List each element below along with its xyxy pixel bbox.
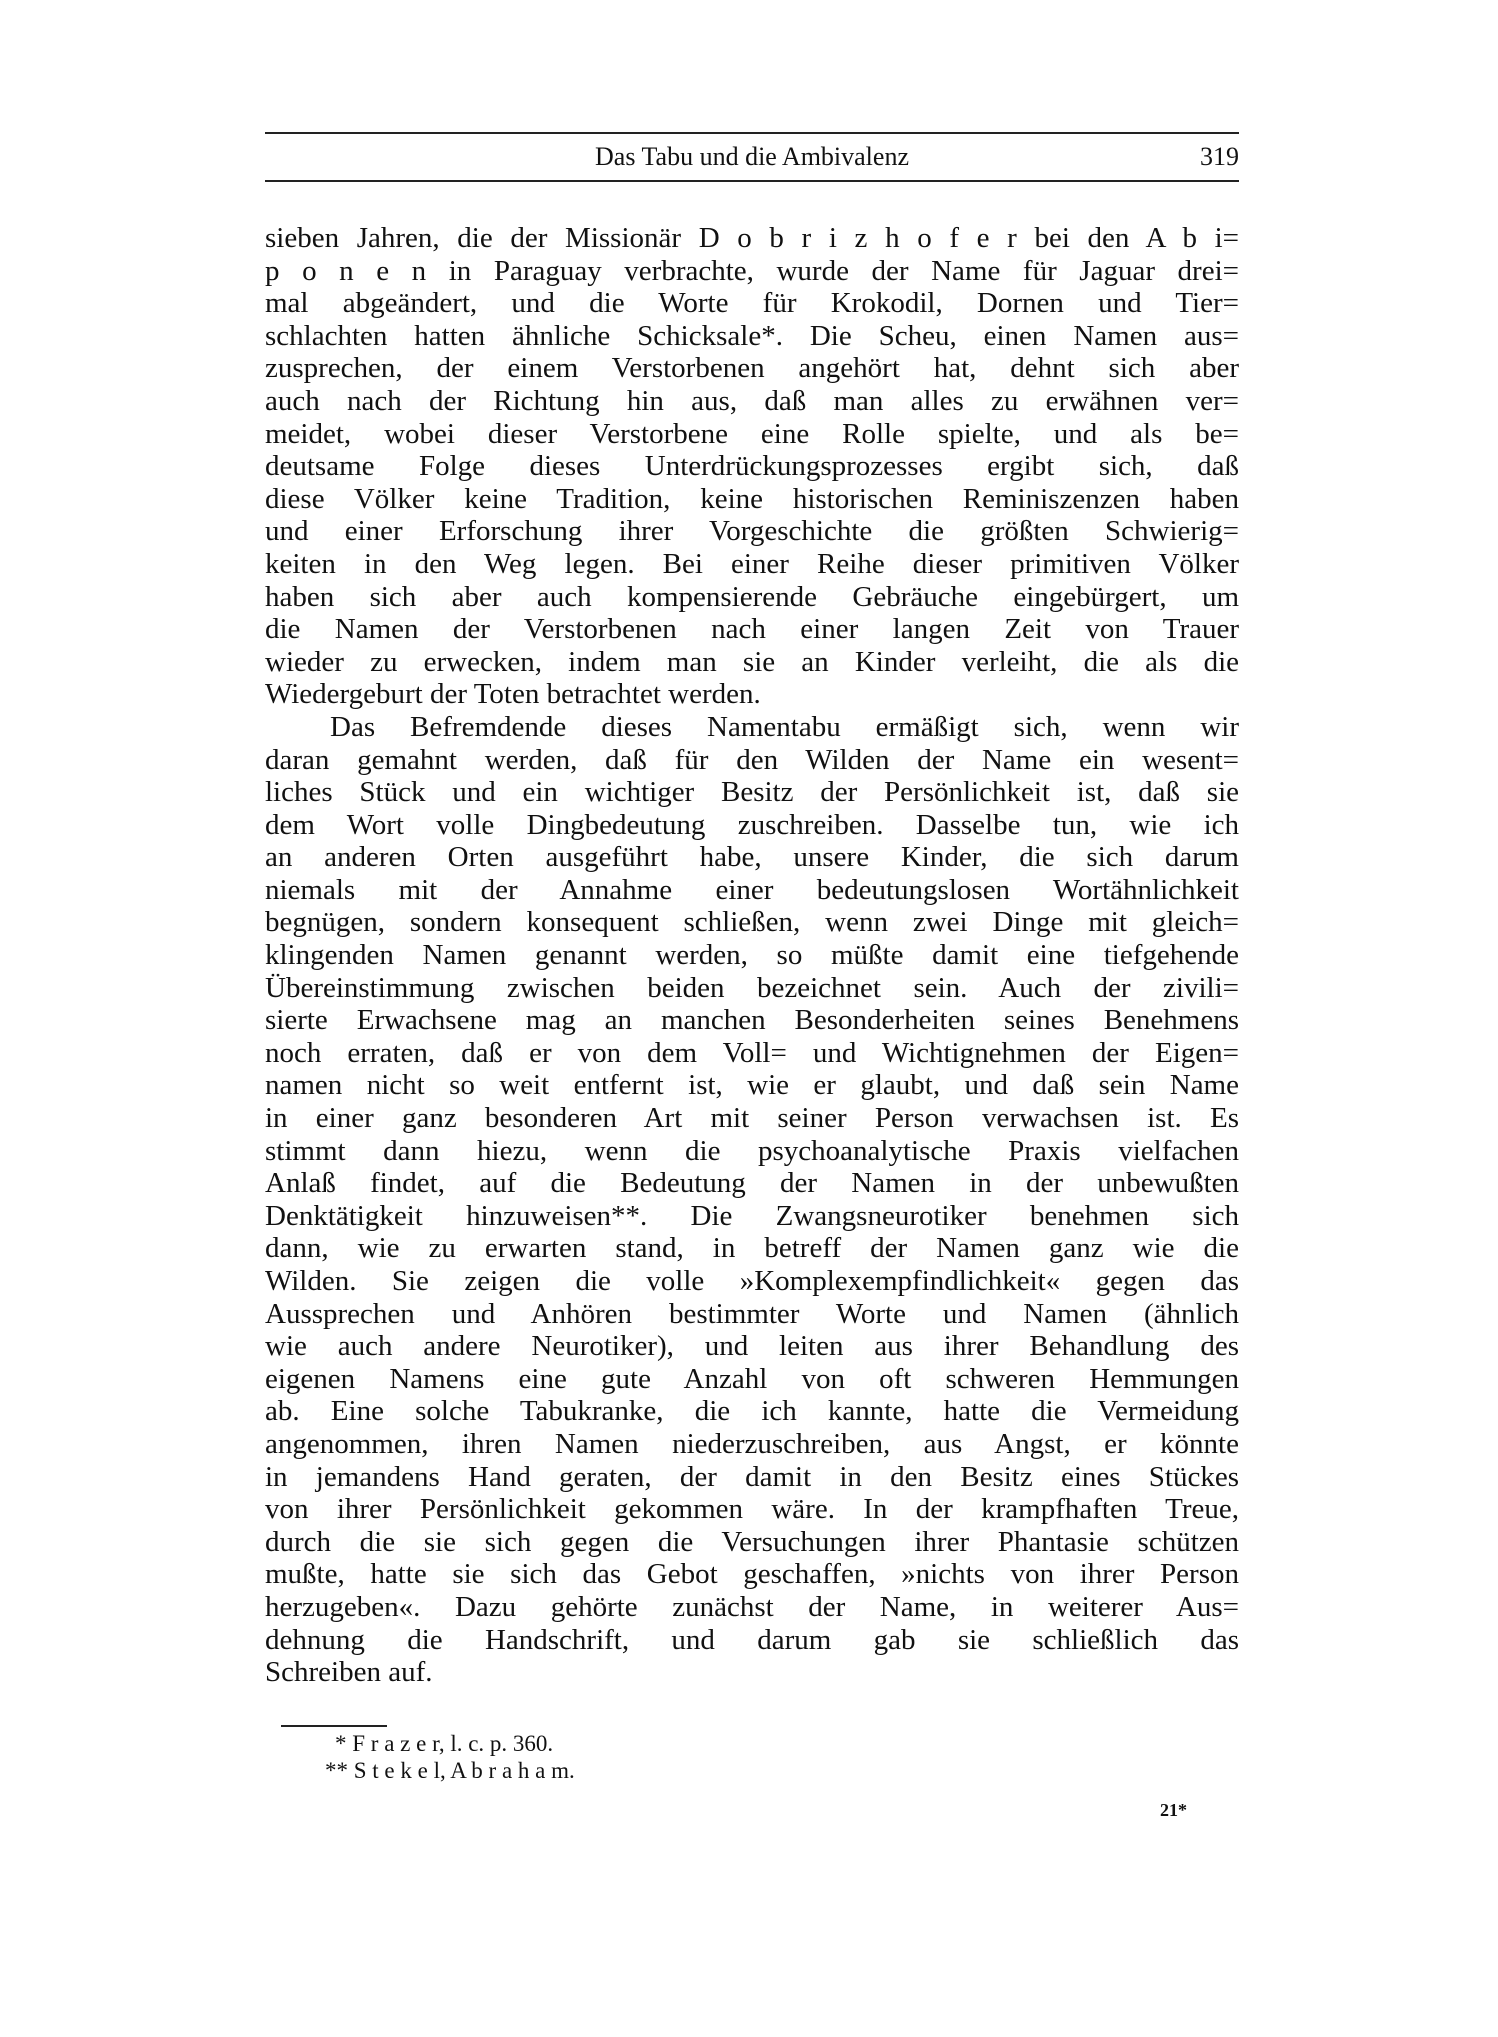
text-line: sieben Jahren, die der Missionär D o b r i z h o f e r bei den A b i=: [265, 222, 1239, 254]
text-line: Aussprechen und Anhören bestimmter Worte und Namen (ähnlich: [265, 1297, 1239, 1330]
text-line: daran gemahnt werden, daß für den Wilden der Name ein wesent=: [265, 743, 1239, 776]
text-line: Anlaß findet, auf die Bedeutung der Namen in der unbewußten: [265, 1167, 1239, 1200]
running-header: [265, 140, 1239, 174]
text-line: die Namen der Verstorbenen nach einer langen Zeit von Trauer: [265, 613, 1239, 646]
text-line: wieder zu erwecken, indem man sie an Kinder verleiht, die als die: [265, 645, 1239, 678]
text-line: Wiedergeburt der Toten betrachtet werden.: [265, 678, 761, 711]
text-line: in jemandens Hand geraten, der damit in den Besitz eines Stückes: [265, 1460, 1239, 1493]
text-line: in einer ganz besonderen Art mit seiner Person verwachsen ist. Es: [265, 1102, 1239, 1135]
text-line: stimmt dann hiezu, wenn die psychoanalytische Praxis vielfachen: [265, 1134, 1239, 1167]
text-line: auch nach der Richtung hin aus, daß man alles zu erwähnen ver=: [265, 384, 1239, 417]
signature-mark: 21*: [1160, 1800, 1187, 1820]
text-line: mal abgeändert, und die Worte für Krokodil, Dornen und Tier=: [265, 287, 1239, 320]
text-line: ab. Eine solche Tabukranke, die ich kannte, hatte die Vermeidung: [265, 1395, 1239, 1428]
text-line: und einer Erforschung ihrer Vorgeschichte die größten Schwierig=: [265, 515, 1239, 548]
text-line: dann, wie zu erwarten stand, in betreff der Namen ganz wie die: [265, 1232, 1239, 1265]
text-line: begnügen, sondern konsequent schließen, wenn zwei Dinge mit gleich=: [265, 906, 1239, 939]
text-line: deutsame Folge dieses Unterdrückungsprozesses ergibt sich, daß: [265, 450, 1239, 483]
text-line: von ihrer Persönlichkeit gekommen wäre. In der krampfhaften Treue,: [265, 1493, 1239, 1526]
text-line: Das Befremdende dieses Namentabu ermäßigt sich, wenn wir: [330, 710, 1239, 743]
text-line: sierte Erwachsene mag an manchen Besonderheiten seines Benehmens: [265, 1004, 1239, 1037]
text-line: Schreiben auf.: [265, 1656, 433, 1689]
text-line: keiten in den Weg legen. Bei einer Reihe dieser primitiven Völker: [265, 547, 1239, 580]
text-line: noch erraten, daß er von dem Voll= und Wichtignehmen der Eigen=: [265, 1036, 1239, 1069]
text-line: schlachten hatten ähnliche Schicksale*. Die Scheu, einen Namen aus=: [265, 319, 1239, 352]
text-line: klingenden Namen genannt werden, so müßte damit eine tiefgehende: [265, 939, 1239, 972]
text-line: niemals mit der Annahme einer bedeutungslosen Wortähnlichkeit: [265, 873, 1239, 906]
header-bottom-rule: [265, 180, 1239, 182]
page-number: 319: [1200, 142, 1239, 171]
text-line: liches Stück und ein wichtiger Besitz der Persönlichkeit ist, daß sie: [265, 776, 1239, 809]
text-line: Wilden. Sie zeigen die volle »Komplexempfindlichkeit« gegen das: [265, 1265, 1239, 1297]
text-line: Übereinstimmung zwischen beiden bezeichnet sein. Auch der zivili=: [265, 971, 1239, 1004]
body-text: [265, 222, 1239, 1689]
running-title: Das Tabu und die Ambivalenz: [595, 142, 909, 171]
text-line: an anderen Orten ausgeführt habe, unsere Kinder, die sich darum: [265, 841, 1239, 874]
text-line: dehnung die Handschrift, und darum gab sie schließlich das: [265, 1623, 1239, 1656]
text-line: angenommen, ihren Namen niederzuschreiben, aus Angst, er könnte: [265, 1427, 1239, 1460]
text-line: namen nicht so weit entfernt ist, wie er glaubt, und daß sein Name: [265, 1069, 1239, 1102]
header-top-rule: [265, 132, 1239, 134]
footnote-1: * F r a z e r, l. c. p. 360.: [335, 1731, 554, 1756]
text-line: mußte, hatte sie sich das Gebot geschaffen, »nichts von ihrer Person: [265, 1558, 1239, 1591]
text-line: haben sich aber auch kompensierende Gebräuche eingebürgert, um: [265, 580, 1239, 613]
text-line: p o n e n in Paraguay verbrachte, wurde der Name für Jaguar drei=: [265, 254, 1239, 287]
text-line: diese Völker keine Tradition, keine historischen Reminiszenzen haben: [265, 482, 1239, 515]
footnotes: [325, 1730, 575, 1784]
text-line: Denktätigkeit hinzuweisen**. Die Zwangsneurotiker benehmen sich: [265, 1199, 1239, 1232]
footnote-rule: [281, 1725, 387, 1727]
text-line: herzugeben«. Dazu gehörte zunächst der Name, in weiterer Aus=: [265, 1590, 1239, 1623]
text-line: wie auch andere Neurotiker), und leiten aus ihrer Behandlung des: [265, 1330, 1239, 1363]
text-line: eigenen Namens eine gute Anzahl von oft schweren Hemmungen: [265, 1362, 1239, 1395]
text-line: meidet, wobei dieser Verstorbene eine Rolle spielte, und als be=: [265, 417, 1239, 450]
text-line: zusprechen, der einem Verstorbenen angehört hat, dehnt sich aber: [265, 352, 1239, 385]
text-line: durch die sie sich gegen die Versuchungen ihrer Phantasie schützen: [265, 1525, 1239, 1558]
text-line: dem Wort volle Dingbedeutung zuschreiben. Dasselbe tun, wie ich: [265, 808, 1239, 841]
footnote-2: ** S t e k e l, A b r a h a m.: [325, 1758, 575, 1783]
